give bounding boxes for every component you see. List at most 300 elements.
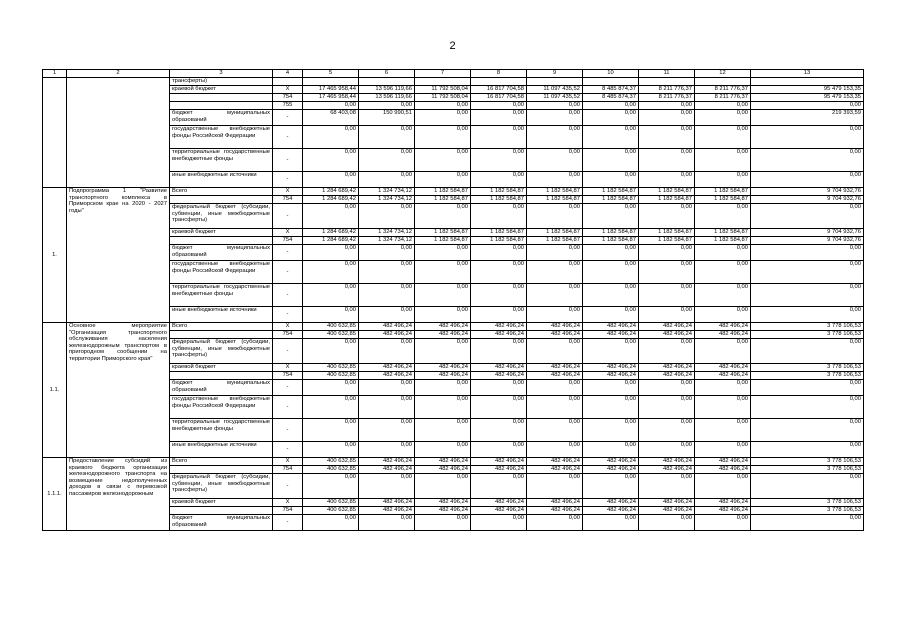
year-value-cell: 0,00	[583, 396, 639, 419]
total-value-cell: 0,00	[751, 380, 864, 396]
total-value-cell: 0,00	[751, 515, 864, 531]
year-value-cell: 0,00	[527, 419, 583, 442]
code-cell: -	[273, 126, 303, 149]
year-value-cell: 0,00	[415, 245, 471, 261]
funding-source-cell	[170, 237, 273, 245]
year-value-cell: 482 496,24	[695, 507, 751, 515]
year-value-cell: 17 465 958,44	[303, 94, 359, 102]
year-value-cell: 482 496,24	[471, 507, 527, 515]
year-value-cell: 1 182 584,87	[639, 229, 695, 237]
year-value-cell: 0,00	[303, 307, 359, 323]
year-value-cell: 1 182 584,87	[471, 188, 527, 196]
year-value-cell: 0,00	[471, 245, 527, 261]
year-value-cell: 0,00	[527, 474, 583, 499]
year-value-cell: 8 485 874,37	[583, 94, 639, 102]
year-value-cell: 0,00	[471, 284, 527, 307]
header-cell: 7	[415, 70, 471, 78]
year-value-cell: 0,00	[695, 126, 751, 149]
year-value-cell	[359, 78, 415, 86]
code-cell: 754	[273, 196, 303, 204]
year-value-cell: 0,00	[359, 245, 415, 261]
year-value-cell: 482 496,24	[471, 323, 527, 331]
year-value-cell: 0,00	[303, 204, 359, 229]
year-value-cell: 0,00	[639, 515, 695, 531]
header-cell: 5	[303, 70, 359, 78]
year-value-cell: 0,00	[583, 110, 639, 126]
header-cell: 13	[751, 70, 864, 78]
year-value-cell: 482 496,24	[695, 323, 751, 331]
year-value-cell: 0,00	[583, 474, 639, 499]
year-value-cell: 482 496,24	[527, 499, 583, 507]
year-value-cell: 1 182 584,87	[695, 188, 751, 196]
year-value-cell: 0,00	[527, 110, 583, 126]
year-value-cell: 0,00	[359, 149, 415, 172]
year-value-cell: 16 817 704,58	[471, 86, 527, 94]
year-value-cell: 0,00	[527, 442, 583, 458]
program-name-cell: Подпрограмма 1 "Развитие транспортного комплекса в Приморском крае на 2020 - 2027 годы"	[67, 188, 170, 323]
year-value-cell: 0,00	[695, 149, 751, 172]
header-cell: 1	[43, 70, 67, 78]
code-cell: -	[273, 245, 303, 261]
year-value-cell: 0,00	[527, 172, 583, 188]
year-value-cell: 0,00	[583, 245, 639, 261]
year-value-cell: 0,00	[527, 515, 583, 531]
code-cell: 754	[273, 94, 303, 102]
funding-source-cell	[170, 94, 273, 102]
funding-source-cell	[170, 102, 273, 110]
total-value-cell: 3 778 106,53	[751, 499, 864, 507]
year-value-cell: 400 632,85	[303, 331, 359, 339]
year-value-cell: 482 496,24	[415, 331, 471, 339]
year-value-cell	[695, 78, 751, 86]
row-number-cell: 1.	[43, 188, 67, 323]
total-value-cell: 9 704 932,76	[751, 237, 864, 245]
year-value-cell: 0,00	[359, 419, 415, 442]
year-value-cell: 0,00	[639, 149, 695, 172]
year-value-cell: 1 182 584,87	[415, 188, 471, 196]
total-value-cell: 219 393,59	[751, 110, 864, 126]
year-value-cell: 0,00	[471, 204, 527, 229]
table-body	[43, 70, 864, 531]
year-value-cell: 400 632,85	[303, 499, 359, 507]
year-value-cell: 0,00	[527, 307, 583, 323]
year-value-cell: 0,00	[527, 261, 583, 284]
total-value-cell: 0,00	[751, 284, 864, 307]
total-value-cell: 95 479 153,35	[751, 86, 864, 94]
row-number-cell	[43, 78, 67, 188]
year-value-cell: 0,00	[415, 380, 471, 396]
code-cell: X	[273, 229, 303, 237]
funding-source-cell: Всего	[170, 458, 273, 466]
year-value-cell: 1 182 584,87	[471, 196, 527, 204]
year-value-cell: 482 496,24	[695, 372, 751, 380]
total-value-cell: 0,00	[751, 149, 864, 172]
year-value-cell: 0,00	[359, 172, 415, 188]
funding-source-cell: государственные внебюджетные фонды Российской Федерации	[170, 396, 273, 419]
year-value-cell: 1 182 584,87	[695, 196, 751, 204]
total-value-cell: 0,00	[751, 396, 864, 419]
funding-source-cell	[170, 372, 273, 380]
code-cell: 755	[273, 102, 303, 110]
year-value-cell	[415, 78, 471, 86]
year-value-cell: 0,00	[695, 442, 751, 458]
year-value-cell: 0,00	[583, 307, 639, 323]
year-value-cell: 0,00	[415, 102, 471, 110]
year-value-cell: 8 211 776,37	[639, 86, 695, 94]
year-value-cell: 0,00	[695, 102, 751, 110]
year-value-cell: 16 817 704,58	[471, 94, 527, 102]
table-row	[43, 458, 864, 466]
table-row	[43, 78, 864, 86]
year-value-cell: 0,00	[359, 261, 415, 284]
total-value-cell: 0,00	[751, 245, 864, 261]
year-value-cell: 0,00	[695, 380, 751, 396]
year-value-cell: 0,00	[583, 102, 639, 110]
total-value-cell: 0,00	[751, 172, 864, 188]
year-value-cell: 0,00	[695, 339, 751, 364]
year-value-cell: 0,00	[471, 339, 527, 364]
year-value-cell: 0,00	[695, 474, 751, 499]
year-value-cell: 1 182 584,87	[639, 196, 695, 204]
year-value-cell: 0,00	[527, 102, 583, 110]
header-row	[43, 70, 864, 78]
year-value-cell: 482 496,24	[471, 458, 527, 466]
year-value-cell: 8 211 776,37	[695, 86, 751, 94]
year-value-cell: 0,00	[471, 149, 527, 172]
year-value-cell: 482 496,24	[583, 323, 639, 331]
year-value-cell: 1 182 584,87	[583, 229, 639, 237]
year-value-cell: 482 496,24	[583, 466, 639, 474]
code-cell: -	[273, 110, 303, 126]
header-cell: 3	[170, 70, 273, 78]
year-value-cell: 0,00	[639, 307, 695, 323]
year-value-cell: 0,00	[303, 149, 359, 172]
code-cell: X	[273, 364, 303, 372]
header-cell: 10	[583, 70, 639, 78]
year-value-cell: 0,00	[303, 172, 359, 188]
year-value-cell: 482 496,24	[471, 331, 527, 339]
total-value-cell: 3 778 106,53	[751, 458, 864, 466]
year-value-cell: 482 496,24	[359, 458, 415, 466]
year-value-cell: 0,00	[527, 126, 583, 149]
year-value-cell: 482 496,24	[527, 331, 583, 339]
year-value-cell: 482 496,24	[639, 507, 695, 515]
year-value-cell: 13 596 119,66	[359, 86, 415, 94]
year-value-cell: 1 324 734,12	[359, 196, 415, 204]
year-value-cell: 482 496,24	[415, 458, 471, 466]
year-value-cell: 0,00	[303, 474, 359, 499]
code-cell: -	[273, 204, 303, 229]
year-value-cell: 400 632,85	[303, 364, 359, 372]
year-value-cell: 0,00	[527, 284, 583, 307]
year-value-cell: 0,00	[303, 339, 359, 364]
header-cell: 8	[471, 70, 527, 78]
year-value-cell: 0,00	[527, 380, 583, 396]
year-value-cell: 482 496,24	[695, 331, 751, 339]
year-value-cell: 0,00	[359, 515, 415, 531]
year-value-cell: 482 496,24	[639, 466, 695, 474]
year-value-cell: 0,00	[303, 442, 359, 458]
code-cell: -	[273, 149, 303, 172]
year-value-cell: 1 182 584,87	[639, 188, 695, 196]
year-value-cell: 0,00	[359, 102, 415, 110]
funding-source-cell: территориальные государственные внебюджетные фонды	[170, 419, 273, 442]
year-value-cell	[527, 78, 583, 86]
code-cell: -	[273, 380, 303, 396]
total-value-cell: 0,00	[751, 204, 864, 229]
year-value-cell: 0,00	[415, 284, 471, 307]
funding-source-cell: бюджет муниципальных образований	[170, 515, 273, 531]
code-cell: X	[273, 499, 303, 507]
total-value-cell: 0,00	[751, 442, 864, 458]
year-value-cell: 0,00	[359, 396, 415, 419]
program-name-cell: Предоставление субсидий из краевого бюджета организации железнодорожного транспорта на возмещение недополученных доходов в связи с перевозкой пассажиров железнодорожным	[67, 458, 170, 531]
year-value-cell	[303, 78, 359, 86]
funding-source-cell: государственные внебюджетные фонды Российской Федерации	[170, 126, 273, 149]
year-value-cell: 482 496,24	[359, 364, 415, 372]
year-value-cell: 0,00	[415, 204, 471, 229]
year-value-cell: 1 182 584,87	[583, 196, 639, 204]
year-value-cell: 1 284 689,42	[303, 196, 359, 204]
year-value-cell: 400 632,85	[303, 507, 359, 515]
year-value-cell: 0,00	[415, 126, 471, 149]
header-cell: 4	[273, 70, 303, 78]
year-value-cell: 0,00	[695, 110, 751, 126]
year-value-cell: 0,00	[359, 474, 415, 499]
year-value-cell: 0,00	[583, 515, 639, 531]
total-value-cell: 3 778 106,53	[751, 323, 864, 331]
year-value-cell: 482 496,24	[695, 458, 751, 466]
year-value-cell: 0,00	[639, 442, 695, 458]
year-value-cell: 482 496,24	[415, 372, 471, 380]
year-value-cell: 0,00	[639, 110, 695, 126]
code-cell: X	[273, 188, 303, 196]
year-value-cell: 482 496,24	[583, 364, 639, 372]
year-value-cell: 1 182 584,87	[471, 229, 527, 237]
year-value-cell: 0,00	[415, 442, 471, 458]
row-number-cell: 1.1.1.	[43, 458, 67, 531]
year-value-cell: 68 403,08	[303, 110, 359, 126]
year-value-cell: 0,00	[415, 307, 471, 323]
year-value-cell: 482 496,24	[527, 458, 583, 466]
year-value-cell: 0,00	[303, 396, 359, 419]
year-value-cell: 0,00	[695, 419, 751, 442]
funding-source-cell: краевой бюджет	[170, 229, 273, 237]
year-value-cell: 0,00	[303, 102, 359, 110]
year-value-cell: 0,00	[583, 380, 639, 396]
funding-source-cell: федеральный бюджет (субсидии, субвенции, иные межбюджетные трансферты)	[170, 204, 273, 229]
year-value-cell: 482 496,24	[695, 499, 751, 507]
total-value-cell: 3 778 106,53	[751, 372, 864, 380]
year-value-cell: 482 496,24	[583, 331, 639, 339]
funding-source-cell: иные внебюджетные источники	[170, 172, 273, 188]
year-value-cell: 0,00	[303, 245, 359, 261]
year-value-cell: 0,00	[583, 284, 639, 307]
funding-source-cell: краевой бюджет	[170, 364, 273, 372]
year-value-cell: 0,00	[471, 515, 527, 531]
year-value-cell: 400 632,85	[303, 323, 359, 331]
year-value-cell: 0,00	[527, 396, 583, 419]
year-value-cell: 1 182 584,87	[639, 237, 695, 245]
year-value-cell: 0,00	[359, 380, 415, 396]
code-cell: -	[273, 284, 303, 307]
total-value-cell: 0,00	[751, 126, 864, 149]
year-value-cell: 0,00	[639, 380, 695, 396]
year-value-cell: 0,00	[695, 172, 751, 188]
year-value-cell: 0,00	[471, 307, 527, 323]
year-value-cell: 0,00	[639, 126, 695, 149]
year-value-cell: 0,00	[695, 307, 751, 323]
year-value-cell: 0,00	[583, 204, 639, 229]
year-value-cell: 1 324 734,12	[359, 188, 415, 196]
year-value-cell: 1 182 584,87	[415, 229, 471, 237]
year-value-cell: 482 496,24	[359, 499, 415, 507]
year-value-cell: 0,00	[471, 172, 527, 188]
year-value-cell: 0,00	[471, 474, 527, 499]
code-cell: -	[273, 396, 303, 419]
year-value-cell: 0,00	[639, 261, 695, 284]
year-value-cell: 0,00	[695, 245, 751, 261]
total-value-cell: 0,00	[751, 307, 864, 323]
year-value-cell: 482 496,24	[527, 372, 583, 380]
year-value-cell: 0,00	[359, 204, 415, 229]
year-value-cell: 0,00	[639, 172, 695, 188]
year-value-cell	[639, 78, 695, 86]
code-cell: -	[273, 172, 303, 188]
total-value-cell: 0,00	[751, 261, 864, 284]
year-value-cell: 0,00	[471, 102, 527, 110]
total-value-cell: 3 778 106,53	[751, 507, 864, 515]
code-cell: 754	[273, 466, 303, 474]
year-value-cell: 400 632,85	[303, 458, 359, 466]
year-value-cell: 1 182 584,87	[527, 237, 583, 245]
funding-source-cell: территориальные государственные внебюджетные фонды	[170, 149, 273, 172]
year-value-cell: 0,00	[415, 110, 471, 126]
year-value-cell: 482 496,24	[639, 458, 695, 466]
header-cell: 2	[67, 70, 170, 78]
code-cell	[273, 78, 303, 86]
code-cell: X	[273, 323, 303, 331]
year-value-cell: 1 182 584,87	[695, 229, 751, 237]
year-value-cell: 0,00	[639, 339, 695, 364]
year-value-cell: 482 496,24	[639, 323, 695, 331]
year-value-cell: 482 496,24	[359, 323, 415, 331]
year-value-cell: 0,00	[359, 442, 415, 458]
year-value-cell: 400 632,85	[303, 372, 359, 380]
year-value-cell: 482 496,24	[471, 372, 527, 380]
year-value-cell: 400 632,85	[303, 466, 359, 474]
funding-source-cell: Всего	[170, 188, 273, 196]
year-value-cell: 1 182 584,87	[695, 237, 751, 245]
year-value-cell: 0,00	[639, 474, 695, 499]
year-value-cell: 0,00	[639, 245, 695, 261]
total-value-cell: 0,00	[751, 339, 864, 364]
year-value-cell: 0,00	[471, 261, 527, 284]
year-value-cell: 0,00	[583, 149, 639, 172]
code-cell: -	[273, 339, 303, 364]
year-value-cell: 8 485 874,37	[583, 86, 639, 94]
year-value-cell: 0,00	[471, 110, 527, 126]
program-name-cell	[67, 78, 170, 188]
year-value-cell: 482 496,24	[359, 331, 415, 339]
year-value-cell: 482 496,24	[639, 499, 695, 507]
total-value-cell	[751, 78, 864, 86]
year-value-cell: 0,00	[303, 261, 359, 284]
year-value-cell: 482 496,24	[415, 323, 471, 331]
code-cell: -	[273, 307, 303, 323]
year-value-cell: 0,00	[527, 204, 583, 229]
funding-source-cell: государственные внебюджетные фонды Российской Федерации	[170, 261, 273, 284]
year-value-cell: 482 496,24	[415, 466, 471, 474]
year-value-cell: 0,00	[471, 380, 527, 396]
year-value-cell: 482 496,24	[415, 507, 471, 515]
year-value-cell: 482 496,24	[527, 323, 583, 331]
year-value-cell: 482 496,24	[639, 372, 695, 380]
funding-source-cell: федеральный бюджет (субсидии, субвенции, иные межбюджетные трансферты)	[170, 474, 273, 499]
year-value-cell: 11 097 435,52	[527, 94, 583, 102]
year-value-cell: 0,00	[415, 172, 471, 188]
year-value-cell: 0,00	[527, 245, 583, 261]
year-value-cell: 0,00	[415, 474, 471, 499]
year-value-cell: 8 211 776,37	[639, 94, 695, 102]
year-value-cell: 0,00	[471, 442, 527, 458]
year-value-cell: 482 496,24	[527, 466, 583, 474]
year-value-cell: 11 792 508,04	[415, 86, 471, 94]
year-value-cell: 482 496,24	[359, 372, 415, 380]
year-value-cell: 482 496,24	[471, 466, 527, 474]
funding-source-cell: Всего	[170, 323, 273, 331]
year-value-cell: 0,00	[583, 442, 639, 458]
year-value-cell: 0,00	[359, 339, 415, 364]
year-value-cell: 1 284 689,42	[303, 188, 359, 196]
year-value-cell: 482 496,24	[471, 499, 527, 507]
year-value-cell: 150 990,51	[359, 110, 415, 126]
funding-source-cell	[170, 331, 273, 339]
year-value-cell: 0,00	[303, 380, 359, 396]
year-value-cell: 1 182 584,87	[527, 196, 583, 204]
year-value-cell: 0,00	[695, 261, 751, 284]
funding-source-cell: краевой бюджет	[170, 86, 273, 94]
total-value-cell: 3 778 106,53	[751, 364, 864, 372]
total-value-cell: 3 778 106,53	[751, 331, 864, 339]
year-value-cell: 482 496,24	[527, 507, 583, 515]
year-value-cell: 0,00	[303, 419, 359, 442]
year-value-cell: 482 496,24	[639, 364, 695, 372]
year-value-cell: 1 182 584,87	[527, 188, 583, 196]
year-value-cell: 8 211 776,37	[695, 94, 751, 102]
row-number-cell: 1.1.	[43, 323, 67, 458]
year-value-cell: 0,00	[639, 284, 695, 307]
funding-source-cell: территориальные государственные внебюджетные фонды	[170, 284, 273, 307]
code-cell: 754	[273, 372, 303, 380]
year-value-cell: 17 465 958,44	[303, 86, 359, 94]
code-cell: -	[273, 261, 303, 284]
funding-source-cell	[170, 507, 273, 515]
year-value-cell: 482 496,24	[471, 364, 527, 372]
year-value-cell: 0,00	[695, 204, 751, 229]
year-value-cell: 1 324 734,12	[359, 229, 415, 237]
funding-source-cell: бюджет муниципальных образований	[170, 380, 273, 396]
funding-source-cell: бюджет муниципальных образований	[170, 245, 273, 261]
year-value-cell: 482 496,24	[695, 466, 751, 474]
year-value-cell: 0,00	[527, 339, 583, 364]
year-value-cell: 0,00	[359, 284, 415, 307]
year-value-cell: 0,00	[695, 284, 751, 307]
year-value-cell: 0,00	[583, 126, 639, 149]
year-value-cell: 0,00	[639, 204, 695, 229]
table-row	[43, 323, 864, 331]
code-cell: 754	[273, 331, 303, 339]
